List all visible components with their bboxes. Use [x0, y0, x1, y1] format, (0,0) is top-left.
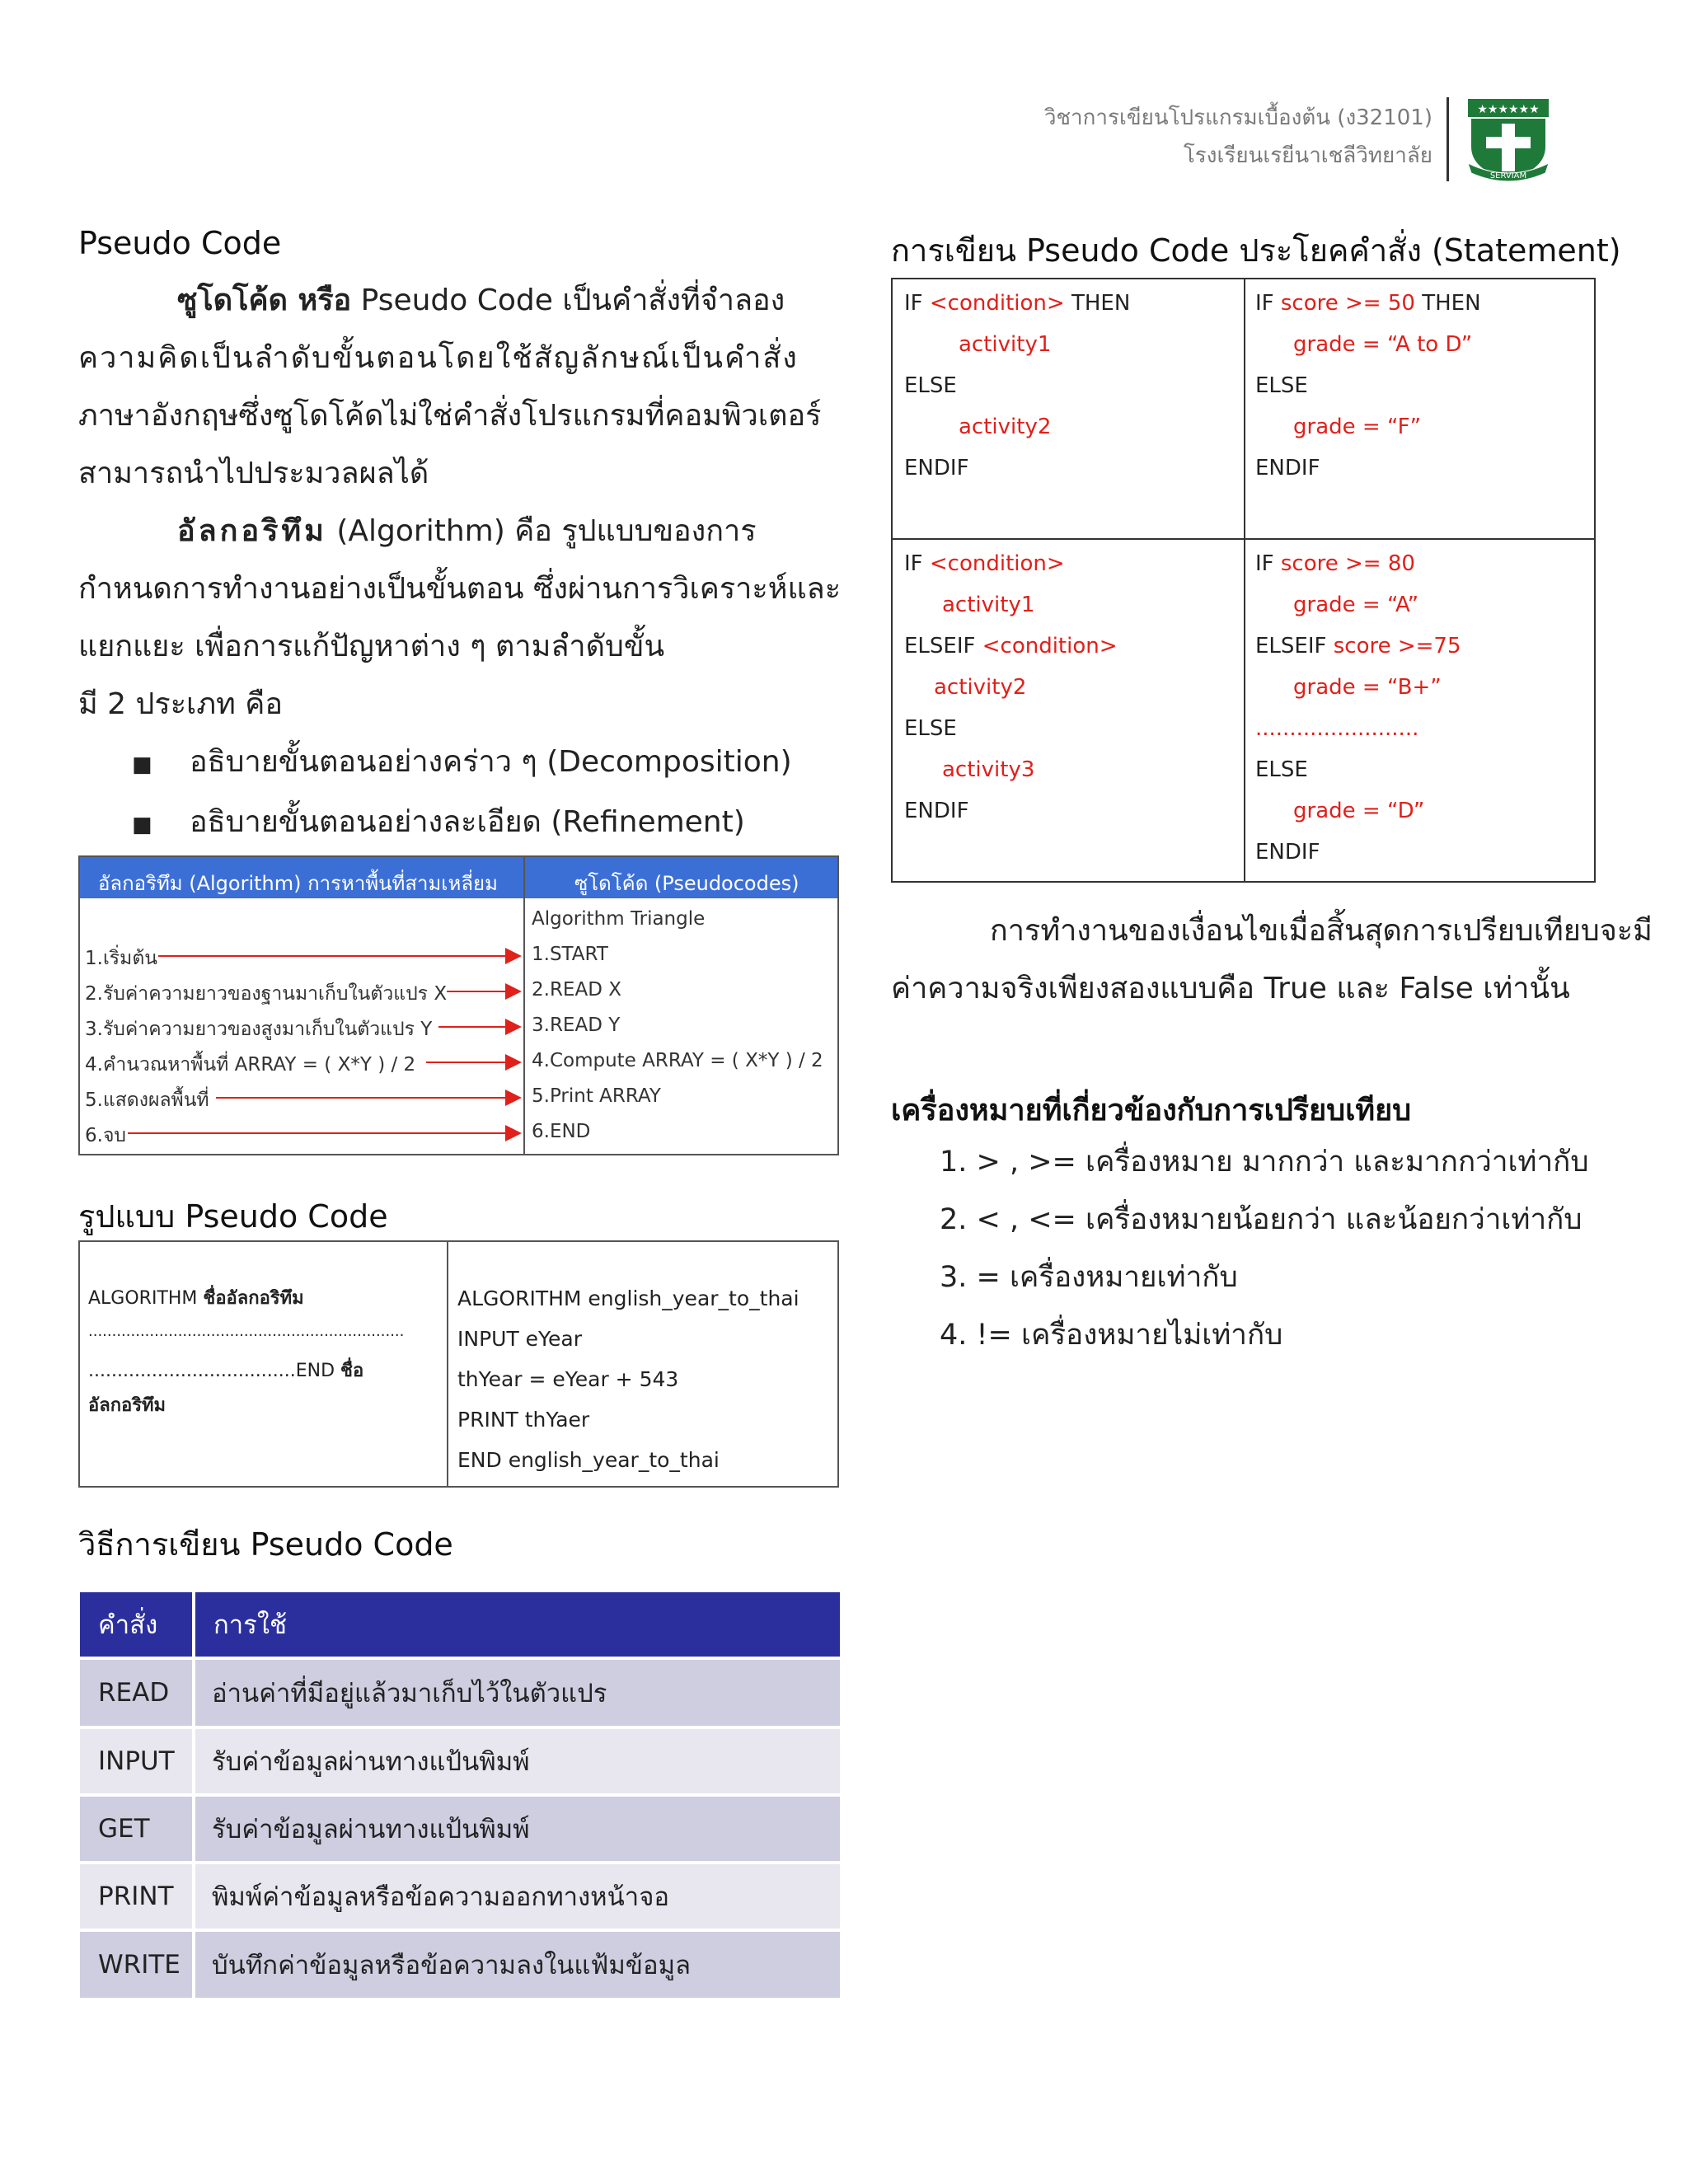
condition-placeholder: <condition> [929, 551, 1065, 576]
grade-line: grade = “B+” [1293, 675, 1442, 700]
example-line: END english_year_to_thai [457, 1448, 720, 1472]
algorithm-step: 6.จบ [85, 1125, 127, 1146]
algorithm-table [78, 855, 839, 1155]
algorithm-step: 1.เริ่มต้น [85, 948, 157, 969]
pseudocode-step: 6.END [532, 1121, 591, 1142]
algorithm-line: กำหนดการทำงานอย่างเป็นขั้นตอน ซึ่งผ่านการวิเคราะห์และ [78, 572, 842, 606]
if-keyword: IF [1255, 551, 1281, 576]
algorithm-line: มี 2 ประเภท คือ [78, 687, 283, 721]
comparison-title: เครื่องหมายที่เกี่ยวข้องกับการเปรียบเทียบ [891, 1094, 1412, 1127]
svg-text:SERVIAM: SERVIAM [1489, 171, 1527, 180]
format-end-name-2: อัลกอริทึม [88, 1395, 166, 1416]
format-end-keyword: ....................................END [88, 1361, 341, 1381]
format-name-placeholder: ชื่ออัลกอริทึม [203, 1288, 304, 1309]
howto-title: วิธีการเขียน Pseudo Code [78, 1526, 453, 1563]
else-line: ELSE [904, 373, 957, 398]
if-line [1255, 291, 1481, 316]
command-table-header [80, 1592, 840, 1657]
bullet-text: อธิบายขั้นตอนอย่างคร่าว ๆ (Decomposition) [190, 745, 792, 779]
grade-line: grade = “F” [1293, 415, 1422, 439]
grade-line: grade = “D” [1293, 799, 1425, 823]
usage-cell: บันทึกค่าข้อมูลหรือข้อความลงในแฟ้มข้อมูล [212, 1951, 692, 1980]
if-line [904, 291, 1130, 316]
condition-expression: score >= 80 [1280, 551, 1415, 576]
format-end-line [88, 1356, 363, 1385]
format-keyword: ALGORITHM [88, 1288, 204, 1309]
example-line: PRINT thYaer [457, 1408, 590, 1432]
statement-title: การเขียน Pseudo Code ประโยคคำสั่ง (Statement) [891, 232, 1621, 269]
comparison-list [940, 1133, 1589, 1364]
example-line: INPUT eYear [457, 1327, 582, 1351]
usage-cell: อ่านค่าที่มีอยู่แล้วมาเก็บไว้ในตัวแปร [212, 1679, 607, 1708]
elseif-line [904, 634, 1118, 658]
format-dots: ................................................................... [88, 1323, 405, 1340]
algorithm-paragraph [78, 503, 842, 733]
usage-cell: รับค่าข้อมูลผ่านทางแป้นพิมพ์ [212, 1747, 530, 1777]
course-name: วิชาการเขียนโปรแกรมเบื้องต้น (ง32101) [1043, 105, 1432, 130]
list-item: 4. != เครื่องหมายไม่เท่ากับ [940, 1319, 1283, 1352]
paragraph-line: การทำงานของเงื่อนไขเมื่อสิ้นสุดการเปรียบเทียบจะมี [990, 914, 1653, 948]
bullet-square-icon: ■ [132, 813, 152, 837]
table-row [80, 1864, 840, 1929]
if-line [1255, 551, 1415, 576]
bullet-text: อธิบายขั้นตอนอย่างละเอียด (Refinement) [190, 805, 745, 839]
format-end-name-line [88, 1390, 166, 1419]
algorithm-line: (Algorithm) คือ รูปแบบของการ [336, 514, 757, 548]
bullet-item [132, 794, 792, 854]
if-keyword: IF [1255, 291, 1281, 316]
else-line: ELSE [1255, 757, 1308, 782]
elseif-keyword: ELSEIF [1255, 634, 1334, 658]
activity-line: activity3 [942, 757, 1035, 782]
endif-line: ENDIF [1255, 456, 1320, 480]
usage-cell: รับค่าข้อมูลผ่านทางแป้นพิมพ์ [212, 1815, 530, 1844]
bullet-square-icon: ■ [132, 752, 152, 777]
endif-line: ENDIF [904, 456, 969, 480]
paragraph-line: ค่าความจริงเพียงสองแบบคือ True และ False เท่านั้น [891, 972, 1570, 1005]
svg-text:★★★★★★: ★★★★★★ [1477, 103, 1540, 116]
command-cell: READ [98, 1678, 170, 1708]
format-title: รูปแบบ Pseudo Code [78, 1198, 388, 1235]
intro-bold-term: ซูโดโค้ด หรือ [177, 284, 352, 317]
list-item: 1. > , >= เครื่องหมาย มากกว่า และมากกว่าเท่ากับ [940, 1146, 1589, 1179]
activity-line: activity1 [942, 593, 1035, 617]
list-item: 3. = เครื่องหมายเท่ากับ [940, 1261, 1238, 1294]
activity-line: activity2 [959, 415, 1052, 439]
endif-line: ENDIF [904, 799, 969, 823]
algorithm-step: 4.คำนวณหาพื้นที่ ARRAY = ( X*Y ) / 2 [85, 1054, 416, 1076]
intro-line: สามารถนำไปประมวลผลได้ [78, 457, 429, 490]
condition-expression: score >=75 [1333, 634, 1461, 658]
if-keyword: IF [904, 551, 930, 576]
school-crest-logo [1463, 97, 1554, 183]
table-row [80, 1797, 840, 1861]
bullet-item [132, 733, 792, 794]
bullet-list [132, 733, 792, 854]
algorithm-header-right: ซูโดโค้ด (Pseudocodes) [574, 872, 799, 895]
example-line: thYear = eYear + 543 [457, 1367, 679, 1391]
condition-placeholder: <condition> [982, 634, 1118, 658]
pseudocode-step: 1.START [532, 944, 608, 965]
activity-line: activity2 [934, 675, 1027, 700]
table-row [80, 1660, 840, 1726]
intro-line: ความคิดเป็นลำดับขั้นตอนโดยใช้สัญลักษณ์เป็นคำสั่ง [78, 341, 799, 375]
elseif-line [1255, 634, 1461, 658]
algorithm-step: 3.รับค่าความยาวของสูงมาเก็บในตัวแปร Y [85, 1019, 433, 1040]
condition-paragraph [891, 902, 1653, 1018]
pseudo-code-title: Pseudo Code [78, 225, 282, 261]
pseudocode-step: 4.Compute ARRAY = ( X*Y ) / 2 [532, 1050, 823, 1071]
grade-line: grade = “A to D” [1293, 332, 1473, 357]
activity-line: activity1 [959, 332, 1052, 357]
intro-line: ภาษาอังกฤษซึ่งซูโดโค้ดไม่ใช่คำสั่งโปรแกรมที่คอมพิวเตอร์ [78, 399, 822, 433]
format-algorithm-line [88, 1283, 304, 1312]
command-cell: GET [98, 1814, 150, 1844]
step-arrows [80, 857, 837, 1154]
header-command: คำสั่ง [98, 1610, 158, 1640]
pseudocode-step: 2.READ X [532, 979, 621, 1001]
then-keyword: THEN [1064, 291, 1131, 316]
pseudocode-title: Algorithm Triangle [532, 908, 706, 930]
statement-vertical-rule [1244, 279, 1245, 881]
pseudocode-step: 3.READ Y [532, 1015, 621, 1036]
algorithm-bold-term: อัลกอริทึม [177, 514, 327, 548]
school-name: โรงเรียนเรยีนาเชลีวิทยาลัย [1183, 143, 1432, 168]
format-end-name: ชื่อ [340, 1361, 364, 1381]
intro-paragraph [78, 272, 837, 503]
condition-placeholder: <condition> [929, 291, 1065, 316]
if-keyword: IF [904, 291, 930, 316]
page-header [1044, 99, 1432, 175]
elseif-keyword: ELSEIF [904, 634, 982, 658]
command-cell: PRINT [98, 1882, 174, 1911]
pseudocode-step: 5.Print ARRAY [532, 1085, 661, 1107]
command-cell: WRITE [98, 1950, 181, 1980]
ellipsis-line: ........................ [1255, 716, 1419, 741]
header-divider [1447, 97, 1449, 181]
algorithm-line: แยกแยะ เพื่อการแก้ปัญหาต่าง ๆ ตามลำดับขั้น [78, 630, 665, 663]
format-divider [447, 1242, 448, 1486]
else-line: ELSE [1255, 373, 1308, 398]
statement-horizontal-rule [893, 538, 1594, 540]
example-line: ALGORITHM english_year_to_thai [457, 1286, 799, 1310]
list-item: 2. < , <= เครื่องหมายน้อยกว่า และน้อยกว่าเท่ากับ [940, 1203, 1582, 1236]
format-box [78, 1240, 839, 1488]
intro-line: Pseudo Code เป็นคำสั่งที่จำลอง [360, 284, 785, 317]
table-row [80, 1729, 840, 1793]
then-keyword: THEN [1414, 291, 1481, 316]
algorithm-header-left: อัลกอริทึม (Algorithm) การหาพื้นที่สามเหลี่ยม [98, 872, 498, 895]
condition-expression: score >= 50 [1280, 291, 1415, 316]
else-line: ELSE [904, 716, 957, 741]
algorithm-step: 2.รับค่าความยาวของฐานมาเก็บในตัวแปร X [85, 983, 448, 1005]
grade-line: grade = “A” [1293, 593, 1419, 617]
table-row [80, 1932, 840, 1998]
header-usage: การใช้ [213, 1610, 288, 1640]
command-cell: INPUT [98, 1746, 175, 1776]
usage-cell: พิมพ์ค่าข้อมูลหรือข้อความออกทางหน้าจอ [212, 1882, 669, 1912]
statement-table [891, 278, 1596, 883]
endif-line: ENDIF [1255, 840, 1320, 865]
algorithm-step: 5.แสดงผลพื้นที่ [85, 1090, 209, 1111]
if-line [904, 551, 1065, 576]
